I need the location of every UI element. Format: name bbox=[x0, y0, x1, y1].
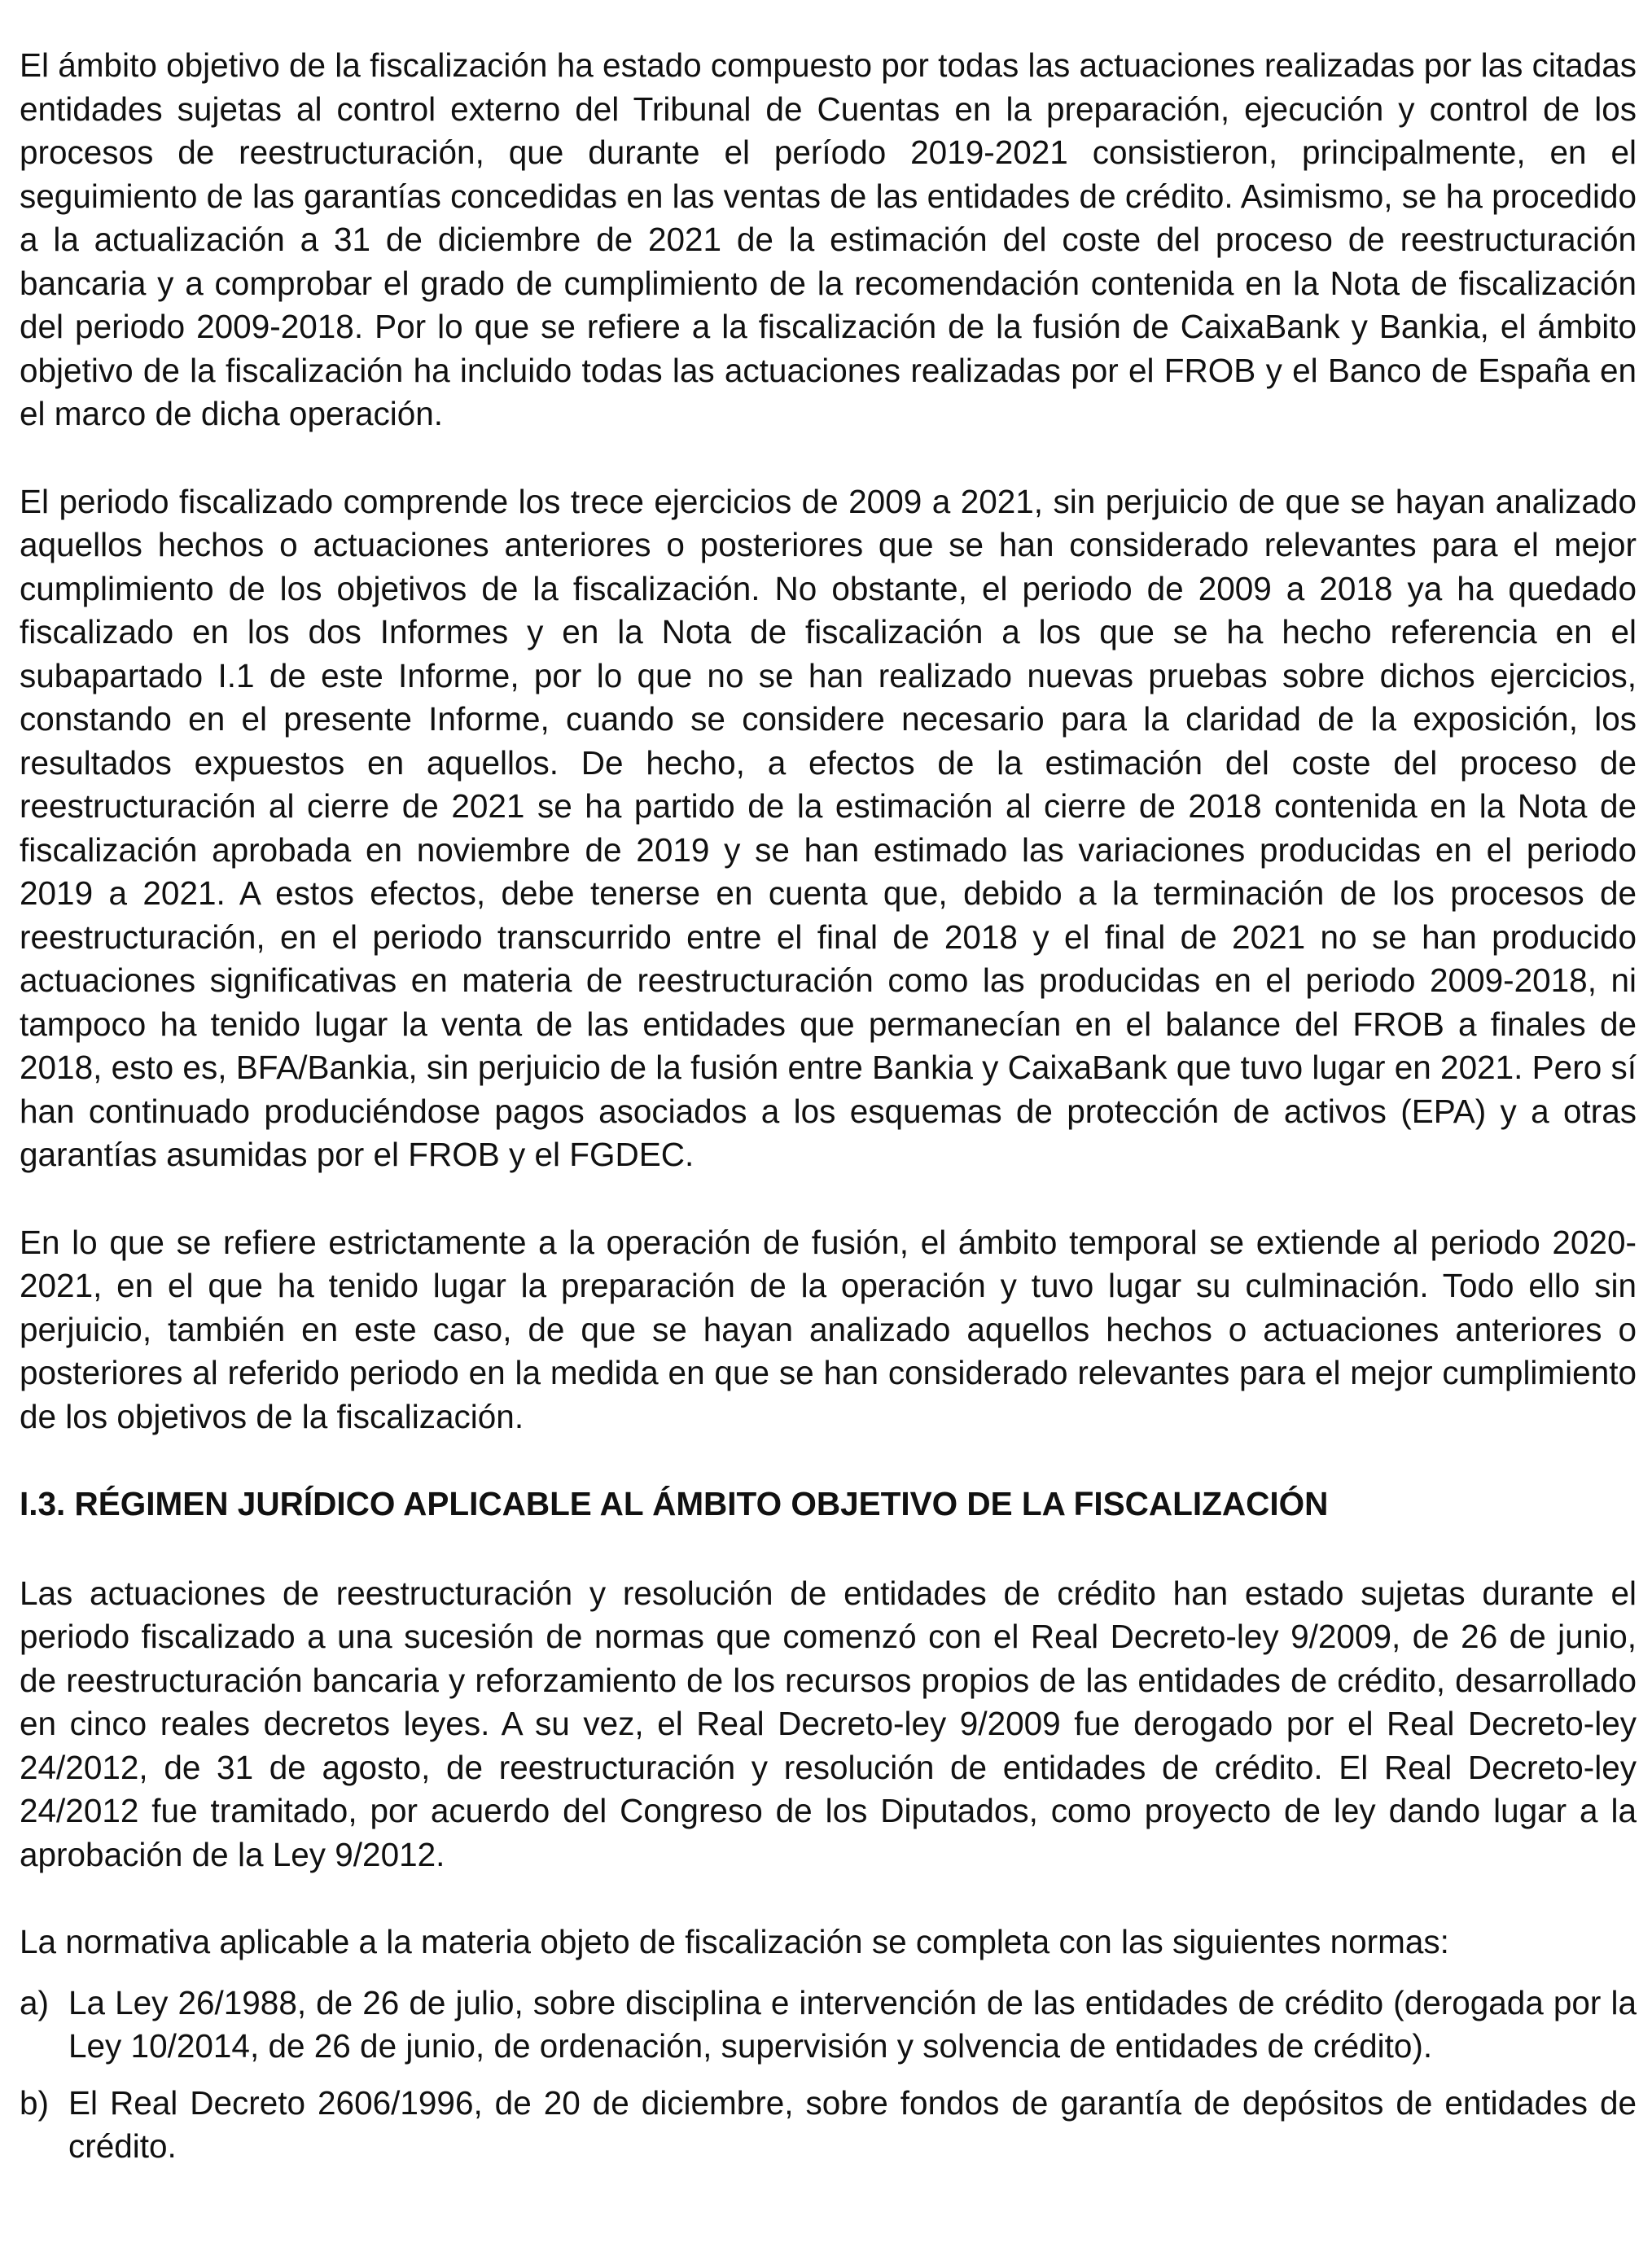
list-item-text: La Ley 26/1988, de 26 de julio, sobre disciplina e intervención de las entidades de crédito (derogada por la Ley 10/2014, de 26 de junio, de ordenación, supervisión y solvencia de entidades de crédito). bbox=[68, 1983, 1637, 2065]
paragraph-ambito-objetivo: El ámbito objetivo de la fiscalización ha estado compuesto por todas las actuaciones realizadas por las citadas entidades sujetas al control externo del Tribunal de Cuentas en la preparación, ejecución y control de los procesos de reestructuración, que durante el período 2019-2021 consistieron, principalmente, en el seguimiento de las garantías concedidas en las ventas de las entidades de crédito. Asimismo, se ha procedido a la actualización a 31 de diciembre de 2021 de la estimación del coste del proceso de reestructuración bancaria y a comprobar el grado de cumplimiento de la recomendación contenida en la Nota de fiscalización del periodo 2009-2018. Por lo que se refiere a la fiscalización de la fusión de CaixaBank y Bankia, el ámbito objetivo de la fiscalización ha incluido todas las actuaciones realizadas por el FROB y el Banco de España en el marco de dicha operación. bbox=[20, 46, 1637, 432]
normas-list bbox=[20, 1982, 1637, 2169]
list-item-text: El Real Decreto 2606/1996, de 20 de diciembre, sobre fondos de garantía de depósitos de entidades de crédito. bbox=[68, 2083, 1637, 2165]
paragraph-actuaciones-reestructuracion: Las actuaciones de reestructuración y resolución de entidades de crédito han estado sujetas durante el periodo fiscalizado a una sucesión de normas que comenzó con el Real Decreto-ley 9/2009, de 26 de junio, de reestructuración bancaria y reforzamiento de los recursos propios de las entidades de crédito, desarrollado en cinco reales decretos leyes. A su vez, el Real Decreto-ley 9/2009 fue derogado por el Real Decreto-ley 24/2012, de 31 de agosto, de reestructuración y resolución de entidades de crédito. El Real Decreto-ley 24/2012 fue tramitado, por acuerdo del Congreso de los Diputados, como proyecto de ley dando lugar a la aprobación de la Ley 9/2012. bbox=[20, 1574, 1637, 1873]
document-page bbox=[20, 44, 1637, 2182]
paragraph-operacion-fusion: En lo que se refiere estrictamente a la operación de fusión, el ámbito temporal se extiende al periodo 2020-2021, en el que ha tenido lugar la preparación de la operación y tuvo lugar su culminación. Todo ello sin perjuicio, también en este caso, de que se hayan analizado aquellos hechos o actuaciones anteriores o posteriores al referido periodo en la medida en que se han considerado relevantes para el mejor cumplimiento de los objetivos de la fiscalización. bbox=[20, 1223, 1637, 1435]
section-heading: I.3. RÉGIMEN JURÍDICO APLICABLE AL ÁMBITO OBJETIVO DE LA FISCALIZACIÓN bbox=[20, 1485, 1329, 1522]
list-marker: a) bbox=[20, 1983, 50, 2021]
list-marker: b) bbox=[20, 2083, 50, 2122]
list-item bbox=[20, 2082, 1637, 2169]
list-item bbox=[20, 1982, 1637, 2069]
paragraph-periodo-fiscalizado: El periodo fiscalizado comprende los trece ejercicios de 2009 a 2021, sin perjuicio de que se hayan analizado aquellos hechos o actuaciones anteriores o posteriores que se han considerado relevantes para el mejor cumplimiento de los objetivos de la fiscalización. No obstante, el periodo de 2009 a 2018 ya ha quedado fiscalizado en los dos Informes y en la Nota de fiscalización a los que se ha hecho referencia en el subapartado I.1 de este Informe, por lo que no se han realizado nuevas pruebas sobre dichos ejercicios, constando en el presente Informe, cuando se considere necesario para la claridad de la exposición, los resultados expuestos en aquellos. De hecho, a efectos de la estimación del coste del proceso de reestructuración al cierre de 2021 se ha partido de la estimación al cierre de 2018 contenida en la Nota de fiscalización aprobada en noviembre de 2019 y se han estimado las variaciones producidas en el periodo 2019 a 2021. A estos efectos, debe tenerse en cuenta que, debido a la terminación de los procesos de reestructuración, en el periodo transcurrido entre el final de 2018 y el final de 2021 no se han producido actuaciones significativas en materia de reestructuración como las producidas en el periodo 2009-2018, ni tampoco ha tenido lugar la venta de las entidades que permanecían en el balance del FROB a finales de 2018, esto es, BFA/Bankia, sin perjuicio de la fusión entre Bankia y CaixaBank que tuvo lugar en 2021. Pero sí han continuado produciéndose pagos asociados a los esquemas de protección de activos (EPA) y a otras garantías asumidas por el FROB y el FGDEC. bbox=[20, 482, 1637, 1173]
paragraph-normativa-aplicable: La normativa aplicable a la materia objeto de fiscalización se completa con las siguientes normas: bbox=[20, 1923, 1449, 1960]
